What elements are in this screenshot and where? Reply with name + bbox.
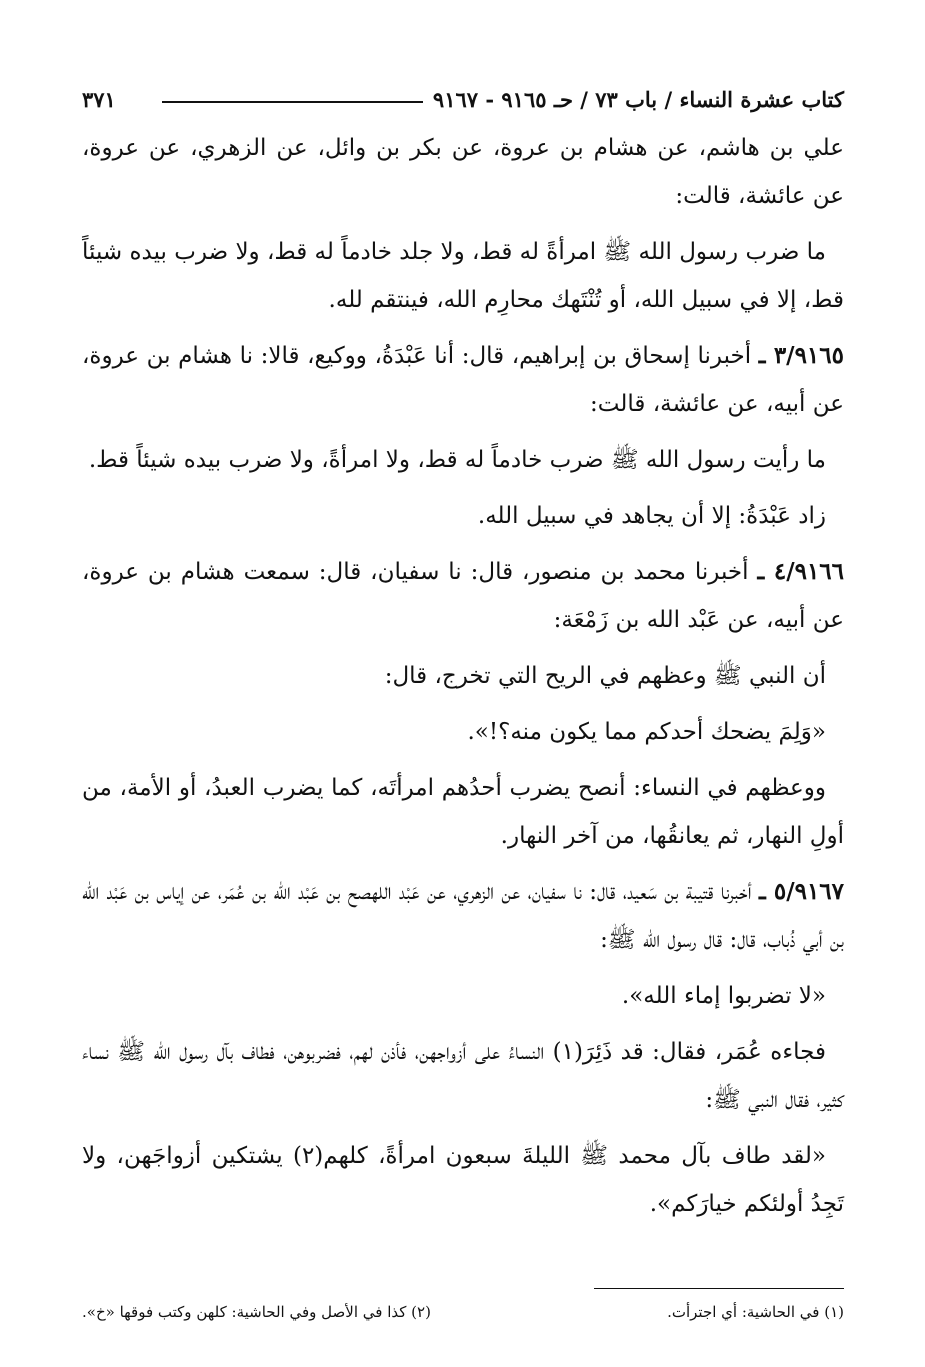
footnote-1: (١) في الحاشية: أي اجترأت. <box>667 1303 844 1321</box>
hadith-paragraph <box>82 332 844 428</box>
running-header <box>82 82 844 116</box>
paragraph: ما رأيت رسول الله ﷺ ضرب خادماً له قط، ولا امرأةً، ولا ضرب بيده شيئاً قط. <box>88 447 826 473</box>
paragraph: «لا تضربوا إماء الله». <box>621 983 826 1009</box>
paragraph: «وَلِمَ يضحك أحدكم مما يكون منه؟!». <box>467 719 826 745</box>
paragraph: زاد عَبْدَةُ: إلا أن يجاهد في سبيل الله. <box>477 503 826 529</box>
paragraph: ما ضرب رسول الله ﷺ امرأةً له قط، ولا جلد خادماً له قط، ولا ضرب بيده شيئاً قط، إلا في سبيل الله، أو تُنْتَهك محارِم الله، فينتقم لله. <box>82 239 844 313</box>
hadith-number: ٤/٩١٦٦ ـ <box>757 558 845 585</box>
paragraph: فجاءه عُمَر، فقال: قد ذَئِرَ(١) النساءُ على أزواجهن، فأذن لهم، فضربوهن، فطاف بآل رسول الله ﷺ نساء كثير، فقال النبي ﷺ: <box>82 1039 844 1113</box>
paragraph: أن النبي ﷺ وعظهم في الريح التي تخرج، قال: <box>384 663 826 689</box>
paragraph-text: أخبرنا إسحاق بن إبراهيم، قال: أنا عَبْدَةُ، ووكيع، قالا: نا هشام بن عروة، عن أبيه، عن عائشة، قالت: <box>82 343 844 417</box>
paragraph: ووعظهم في النساء: أنصح يضرب أحدُهم امرأتَه، كما يضرب العبدُ، أو الأمة، من أولِ النهار، ثم يعانقُها، من آخر النهار. <box>82 775 844 849</box>
header-title: كتاب عشرة النساء / باب ٧٣ / حـ ٩١٦٥ - ٩١٦٧ <box>432 86 844 112</box>
hadith-paragraph <box>82 868 844 964</box>
document-page <box>82 82 844 1236</box>
footnote-2: (٢) كذا في الأصل وفي الحاشية: كلهن وكتب فوقها «خ». <box>82 1303 431 1321</box>
paragraph-text: أخبرنا قتيبة بن سَعيد، قال: نا سفيان، عن الزهري، عن عَبْد اللهصح بن عَبْد الله بن عُمَر، عن إياس بن عَبْد الله بن أبي ذُباب، قال: قال رسول الله ﷺ: <box>82 879 844 953</box>
hadith-number: ٣/٩١٦٥ ـ <box>758 342 844 369</box>
paragraph-text: أخبرنا محمد بن منصور، قال: نا سفيان، قال: سمعت هشام بن عروة، عن أبيه، عن عَبْد الله بن زَمْعَة: <box>82 559 844 633</box>
paragraph: علي بن هاشم، عن هشام بن عروة، عن بكر بن وائل، عن الزهري، عن عروة، عن عائشة، قالت: <box>82 135 844 209</box>
hadith-number: ٥/٩١٦٧ ـ <box>759 878 845 905</box>
page-number: ٣٧١ <box>82 86 116 112</box>
hadith-paragraph <box>82 548 844 644</box>
footnote-rule <box>594 1288 844 1289</box>
header-rule <box>162 101 423 103</box>
paragraph: «لقد طاف بآل محمد ﷺ الليلةَ سبعون امرأةً، كلهم(٢) يشتكين أزواجَهن، ولا تَجِدُ أولئكم خيارَكم». <box>82 1143 844 1217</box>
footnotes <box>82 1288 844 1321</box>
